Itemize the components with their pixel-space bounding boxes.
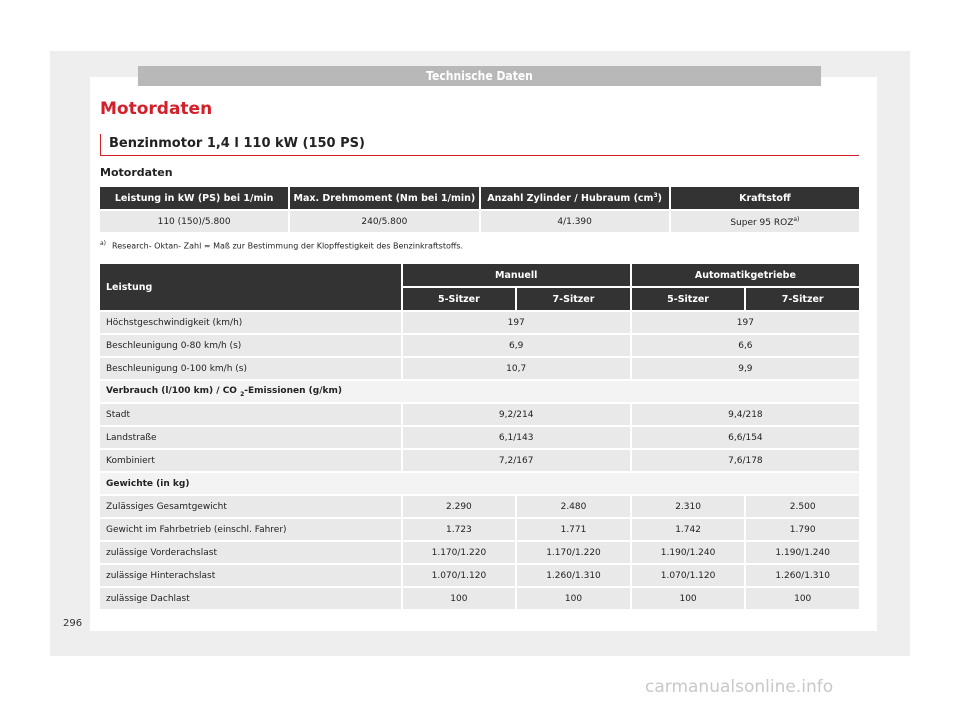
header-manuell-7: 7-Sitzer [517,288,630,310]
chapter-header: Technische Daten [138,66,821,86]
header-manuell: Manuell [403,264,630,286]
table-row [100,565,859,586]
row-value-automatik: 7,6/178 [632,450,859,471]
row-label: Gewicht im Fahrbetrieb (einschl. Fahrer) [100,519,401,540]
footnote-marker: a) [100,240,107,247]
header-leistung-group: Leistung [100,264,401,310]
row-value: 1.260/1.310 [517,565,630,586]
group-row [100,381,859,402]
engine-title: Benzinmotor 1,4 l 110 kW (150 PS) [109,136,365,151]
engine-data-table [98,185,861,234]
row-value-automatik: 9,4/218 [632,404,859,425]
row-value: 1.260/1.310 [746,565,859,586]
row-value: 1.190/1.240 [746,542,859,563]
row-label: zulässige Hinterachslast [100,565,401,586]
row-value-manuell: 7,2/167 [403,450,630,471]
row-value: 100 [632,588,745,609]
cell-zylinder: 4/1.390 [481,211,669,232]
table-row [100,404,859,425]
row-label: Landstraße [100,427,401,448]
row-value: 100 [517,588,630,609]
row-label: Kombiniert [100,450,401,471]
table-row [100,542,859,563]
table-row [100,450,859,471]
header-zylinder-close: ) [657,193,662,205]
performance-table [98,262,861,611]
header-zylinder-text: Anzahl Zylinder / Hubraum (cm [487,193,654,205]
table-row [100,519,859,540]
group-verbrauch-text-a: Verbrauch (l/100 km) / CO [106,385,241,396]
table-row [100,358,859,379]
row-value: 100 [746,588,859,609]
group-row [100,473,859,494]
row-value: 1.723 [403,519,516,540]
row-label: Beschleunigung 0-100 km/h (s) [100,358,401,379]
row-value-manuell: 9,2/214 [403,404,630,425]
row-value: 2.310 [632,496,745,517]
table-row [100,588,859,609]
row-value-automatik: 197 [632,312,859,333]
row-value: 1.070/1.120 [403,565,516,586]
engine-title-box [100,134,859,156]
row-value: 2.480 [517,496,630,517]
row-value-manuell: 6,9 [403,335,630,356]
row-value: 1.070/1.120 [632,565,745,586]
footnote-text: Research- Oktan- Zahl = Maß zur Bestimmung der Klopffestigkeit des Benzinkraftstoffs. [112,241,464,251]
header-leistung: Leistung in kW (PS) bei 1/min [100,187,288,209]
table-row [100,496,859,517]
row-value: 100 [403,588,516,609]
row-label: Höchstgeschwindigkeit (km/h) [100,312,401,333]
group-verbrauch [100,381,859,402]
header-automatik: Automatikgetriebe [632,264,859,286]
section-title: Motordaten [100,99,213,119]
group-verbrauch-text-b: -Emissionen (g/km) [244,385,342,396]
row-value-automatik: 9,9 [632,358,859,379]
watermark: carmanualsonline.info [645,677,834,697]
row-value-automatik: 6,6/154 [632,427,859,448]
page-number: 296 [63,618,83,629]
row-value: 1.190/1.240 [632,542,745,563]
footnote [100,240,463,251]
header-zylinder [481,187,669,209]
table-row [100,427,859,448]
cell-kraftstoff [671,211,859,232]
row-label: Beschleunigung 0-80 km/h (s) [100,335,401,356]
cell-kraftstoff-text: Super 95 ROZ [730,217,794,228]
table-row [100,312,859,333]
row-label: Zulässiges Gesamtgewicht [100,496,401,517]
row-value-automatik: 6,6 [632,335,859,356]
cell-leistung: 110 (150)/5.800 [100,211,288,232]
header-drehmoment: Max. Drehmoment (Nm bei 1/min) [290,187,478,209]
table-caption: Motordaten [100,166,173,179]
row-value-manuell: 197 [403,312,630,333]
row-label: Stadt [100,404,401,425]
table-row [100,335,859,356]
header-manuell-5: 5-Sitzer [403,288,516,310]
cell-kraftstoff-sup: a) [793,215,800,223]
row-value: 2.500 [746,496,859,517]
row-value: 1.771 [517,519,630,540]
row-value-manuell: 6,1/143 [403,427,630,448]
header-auto-5: 5-Sitzer [632,288,745,310]
row-value: 1.170/1.220 [403,542,516,563]
cell-drehmoment: 240/5.800 [290,211,478,232]
row-label: zulässige Dachlast [100,588,401,609]
row-value: 1.742 [632,519,745,540]
row-value-manuell: 10,7 [403,358,630,379]
row-value: 1.790 [746,519,859,540]
row-value: 2.290 [403,496,516,517]
group-verbrauch-sub: 2 [240,390,245,398]
row-label: zulässige Vorderachslast [100,542,401,563]
header-auto-7: 7-Sitzer [746,288,859,310]
header-kraftstoff: Kraftstoff [671,187,859,209]
group-gewichte: Gewichte (in kg) [100,473,859,494]
row-value: 1.170/1.220 [517,542,630,563]
header-zylinder-sup: 3 [653,191,658,199]
